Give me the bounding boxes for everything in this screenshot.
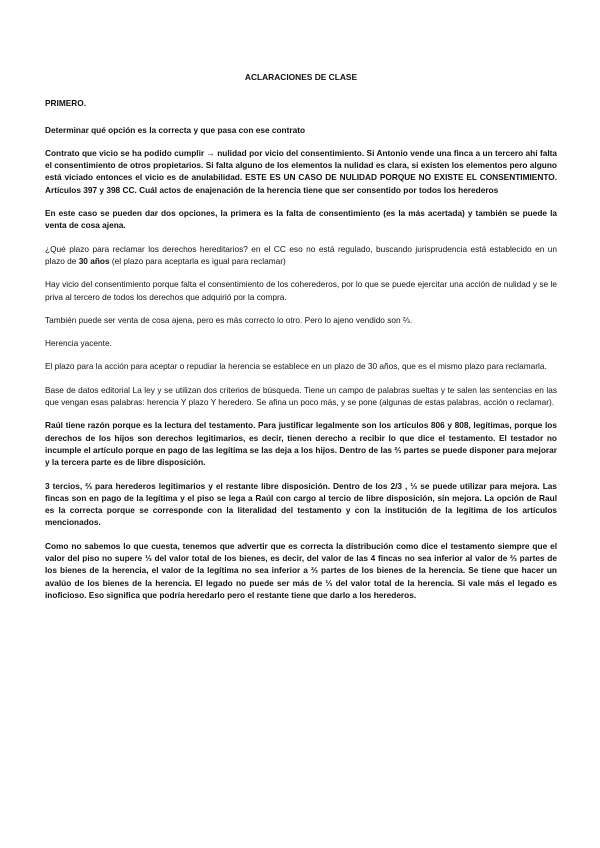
paragraph-2-part-c: Artículos 397 y 398 CC. Cuál actos de enajenación de la herencia tiene que ser consentido por todos los herederos — [45, 184, 499, 195]
paragraph-5: Hay vicio del consentimiento porque falta el consentimiento de los coherederos, por lo que se puede ejercitar una acción de nulidad y se le priva al tercero de todos los derechos que adquirió por la compra. — [45, 279, 557, 302]
paragraph-4-part-c: (el plazo para aceptarla es igual para reclamar) — [109, 255, 286, 266]
paragraph-7: Herencia yacente. — [45, 338, 112, 349]
paragraph-4-part-b: 30 años — [78, 255, 110, 266]
paragraph-11: 3 tercios, ⅔ para herederos legitimarios y el restante libre disposición. Dentro de los 2/3 , ⅓ se puede utilizar para mejora. Las fincas son en pago de la legítima y el piso se lega a Raúl con cargo al tercio de libre disposición, sin mejora. La opción de Raul es la correcta porque se corresponde con la literalidad del testamento y con la institución de la legítima de los artículos mencionados. — [45, 480, 557, 528]
paragraph-2 — [45, 147, 557, 196]
paragraph-9: Base de datos editorial La ley y se utilizan dos criterios de búsqueda. Tiene un campo de palabras sueltas y te salen las sentencias en las que vengan esas palabras: herencia Y plazo Y heredero. Se afina un poco más, y se pone (algunas de estas palabras, acción o reclamar). — [45, 384, 557, 408]
paragraph-6: También puede ser venta de cosa ajena, pero es más correcto lo otro. Pero lo ajeno vendido son ⅔. — [45, 314, 413, 325]
paragraph-12: Como no sabemos lo que cuesta, tenemos que advertir que es correcta la distribución como dice el testamento siempre que el valor del piso no supere ⅓ del valor total de los bienes, es decir, del valor de las 4 fincas no sea inferior al valor de ⅔ partes de los bienes de la herencia, el valor de la legítima no sea inferior a ⅔ partes de los bienes de la herencia. Se tiene que hacer un avalúo de los bienes de la herencia. El legado no puede ser más de ⅓ del valor total de la herencia. Si vale más el legado es inoficioso. Eso significa que podría heredarlo pero el restante tiene que darlo a los herederos. — [45, 540, 557, 600]
section-heading: PRIMERO. — [45, 98, 87, 109]
paragraph-2-part-a: Contrato que vicio se ha podido cumplir → nulidad por vicio del consentimiento. Si Antonio vende una finca a un tercero ahí falta el consentimiento de otros propietarios. Si falta alguno de los elementos la nulidad es clara, si existen los elementos pero alguno está viciado entonces el vicio es de anulabilidad. — [45, 147, 557, 183]
paragraph-2-part-b: ESTE ES UN CASO DE NULIDAD PORQUE NO EXISTE EL CONSENTIMIENTO. — [245, 172, 557, 183]
paragraph-3: En este caso se pueden dar dos opciones, la primera es la falta de consentimiento (es la más acertada) y también se puede la venta de cosa ajena. — [45, 208, 557, 231]
document-title: ACLARACIONES DE CLASE — [244, 72, 358, 82]
paragraph-8: El plazo para la acción para aceptar o repudiar la herencia se establece en un plazo de 30 años, que es el mismo plazo para reclamarla. — [45, 361, 547, 372]
paragraph-10: Raúl tiene razón porque es la lectura del testamento. Para justificar legalmente son los artículos 806 y 808, legítimas, porque los derechos de los hijos son derechos legitimarios, es decir, tienen derecho a recibir lo que dice el testamento. El testador no incumple el artículo porque en pago de las legítima se las deja a los hijos. Dentro de las ⅔ partes se puede disponer para mejorar y la tercera parte es de libre disposición. — [45, 420, 557, 468]
paragraph-1: Determinar qué opción es la correcta y que pasa con ese contrato — [45, 124, 306, 135]
paragraph-4-part-a: ¿Qué plazo para reclamar los derechos hereditarios? en el CC eso no está regulado, buscando jurisprudencia está establecido en un plazo de — [45, 243, 557, 266]
paragraph-4 — [45, 243, 557, 268]
